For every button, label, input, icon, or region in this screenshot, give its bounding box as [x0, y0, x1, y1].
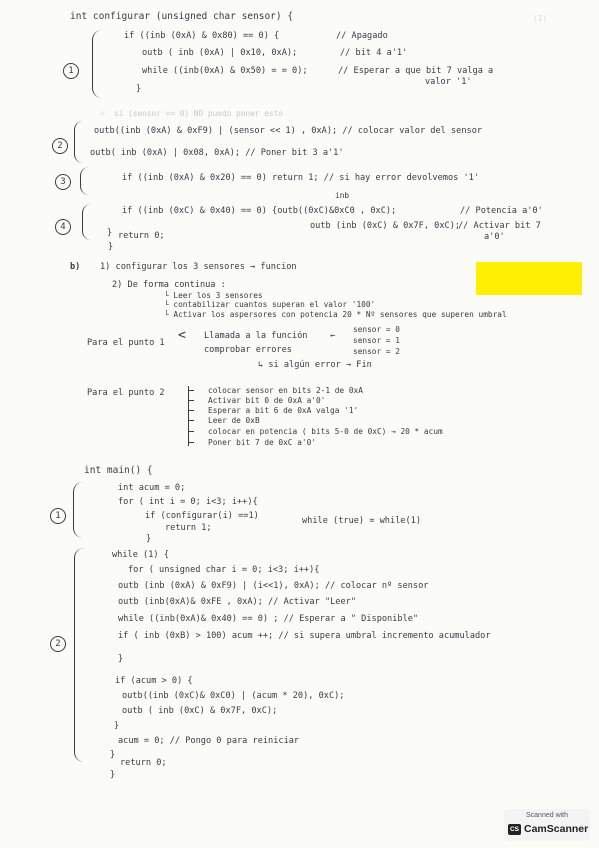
- code-line: }: [110, 750, 116, 760]
- main-number-2: 2: [50, 636, 66, 652]
- code-line: return 1;: [165, 523, 212, 533]
- code-comment: // Potencia a'0': [460, 206, 543, 216]
- brace-1: [92, 30, 103, 98]
- point-item: colocar sensor en bits 2-1 de 0xA: [208, 386, 363, 395]
- section-number-4: 4: [55, 219, 71, 235]
- camscanner-watermark: [504, 809, 590, 841]
- point-text: comprobar errores: [204, 345, 292, 355]
- main-number-1: 1: [50, 508, 66, 524]
- code-line: return 0;: [120, 758, 167, 768]
- code-line: if (acum > 0) {: [115, 676, 193, 686]
- code-line: }: [118, 654, 124, 664]
- plan-substep: └ Activar los aspersores con potencia 20 * Nº sensores que superen umbral: [164, 310, 507, 319]
- part-label: b): [70, 262, 81, 272]
- yellow-highlight: [476, 262, 582, 295]
- code-line: outb (inb(0xA)& 0xFE , 0xA); // Activar "Leer": [118, 597, 356, 607]
- code-line: }: [110, 770, 116, 780]
- code-comment: valor '1': [425, 77, 472, 87]
- sensor-value: sensor = 1: [353, 336, 400, 345]
- code-line: }: [146, 534, 152, 544]
- brace-4: [82, 204, 91, 240]
- faded-note: si (sensor == 0) NO puedo poner esto: [114, 109, 283, 118]
- code-line: }: [114, 721, 120, 731]
- code-line: outb (inb (0xC) & 0x7F, 0xC);: [310, 221, 461, 231]
- point-item: Leer de 0xB: [208, 416, 260, 425]
- code-comment: // bit 4 a'1': [340, 48, 408, 58]
- plan-substep: └ contabilizar cuantos superan el valor '100': [164, 300, 376, 309]
- point-text: Llamada a la función: [204, 331, 308, 341]
- arrow-left: ←: [330, 331, 336, 341]
- main-header: int main() {: [84, 465, 153, 476]
- scanned-with-text: Scanned with: [525, 812, 569, 819]
- code-comment: // Activar bit 7: [458, 221, 541, 231]
- code-line: if ((inb (0xA) & 0x80) == 0) {: [124, 31, 280, 41]
- section-number-3: 3: [55, 174, 71, 190]
- code-line: if ( inb (0xB) > 100) acum ++; // si supera umbral incremento acumulador: [118, 631, 491, 641]
- brace-main-2: [74, 548, 84, 762]
- code-line: if (configurar(i) ==1): [145, 511, 259, 521]
- brace-2: [74, 121, 83, 163]
- code-comment: // Esperar a que bit 7 valga a: [338, 66, 494, 76]
- code-line: acum = 0; // Pongo 0 para reiniciar: [118, 736, 300, 746]
- code-comment: // Apagado: [336, 31, 388, 41]
- code-line: if ((inb (0xC) & 0x40) == 0) {outb((0xC)&0xC0 , 0xC);: [122, 206, 397, 216]
- code-line: for ( unsigned char i = 0; i<3; i++){: [128, 565, 320, 575]
- section-number-1: 1: [63, 63, 79, 79]
- camscanner-brand: CamScanner: [524, 823, 589, 835]
- code-comment: a'0': [484, 232, 505, 242]
- less-than-bracket: <: [178, 328, 186, 343]
- code-line: outb( inb (0xA) | 0x08, 0xA); // Poner bit 3 a'1': [90, 148, 344, 158]
- code-line: for ( int i = 0; i<3; i++){: [118, 497, 258, 507]
- code-line: if ((inb (0xA) & 0x20) == 0) return 1; // si hay error devolvemos '1': [122, 173, 479, 183]
- plan-substep: └ Leer los 3 sensores: [164, 291, 263, 300]
- code-line: outb((inb (0xC)& 0xC0) | (acum * 20), 0xC);: [122, 691, 345, 701]
- point-label: Para el punto 1: [87, 338, 165, 348]
- section-number-2: 2: [52, 138, 68, 154]
- code-line: while ((inb(0xA) & 0x50) = = 0);: [142, 66, 308, 76]
- sensor-value: sensor = 0: [353, 325, 400, 334]
- sensor-value: sensor = 2: [353, 347, 400, 356]
- point-item: Poner bit 7 de 0xC a'0': [208, 438, 316, 447]
- brace-3: [80, 167, 89, 195]
- code-line: return 0;: [118, 231, 165, 241]
- plan-step: 1) configurar los 3 sensores → funcion: [100, 262, 297, 272]
- code-line: while ((inb(0xA)& 0x40) == 0) ; // Esperar a " Disponible": [118, 614, 419, 624]
- plan-step: 2) De forma continua :: [112, 280, 226, 290]
- point-item: Activar bit 0 de 0xA a'0': [208, 396, 326, 405]
- code-line: outb((inb (0xA) & 0xF9) | (sensor << 1) , 0xA); // colocar valor del sensor: [94, 126, 483, 136]
- point-text: ↳ si algún error → Fin: [258, 360, 372, 370]
- camscanner-logo-icon: CS: [509, 826, 520, 833]
- code-line: outb ( inb (0xC) & 0x7F, 0xC);: [122, 706, 278, 716]
- code-line: int acum = 0;: [118, 483, 186, 493]
- code-line: while (1) {: [112, 550, 169, 560]
- warning-icon: ⚠: [100, 108, 105, 117]
- point-label: Para el punto 2: [87, 388, 165, 398]
- function-header: int configurar (unsigned char sensor) {: [70, 11, 294, 22]
- corner-mark: (1): [533, 14, 548, 23]
- code-line: }: [107, 228, 113, 238]
- code-annotation: inb: [335, 191, 350, 200]
- code-line: outb (inb (0xA) & 0xF9) | (i<<1), 0xA); // colocar nº sensor: [118, 581, 429, 591]
- code-line: outb ( inb (0xA) | 0x10, 0xA);: [142, 48, 298, 58]
- list-bracket: [188, 386, 189, 446]
- code-line: }: [136, 84, 142, 94]
- point-item: Esperar a bit 6 de 0xA valga '1': [208, 406, 359, 415]
- side-note: while (true) = while(1): [302, 516, 421, 526]
- brace-main-1: [73, 482, 83, 538]
- point-item: colocar en potencia ( bits 5-0 de 0xC) → 20 * acum: [208, 427, 443, 436]
- code-line: }: [108, 242, 114, 252]
